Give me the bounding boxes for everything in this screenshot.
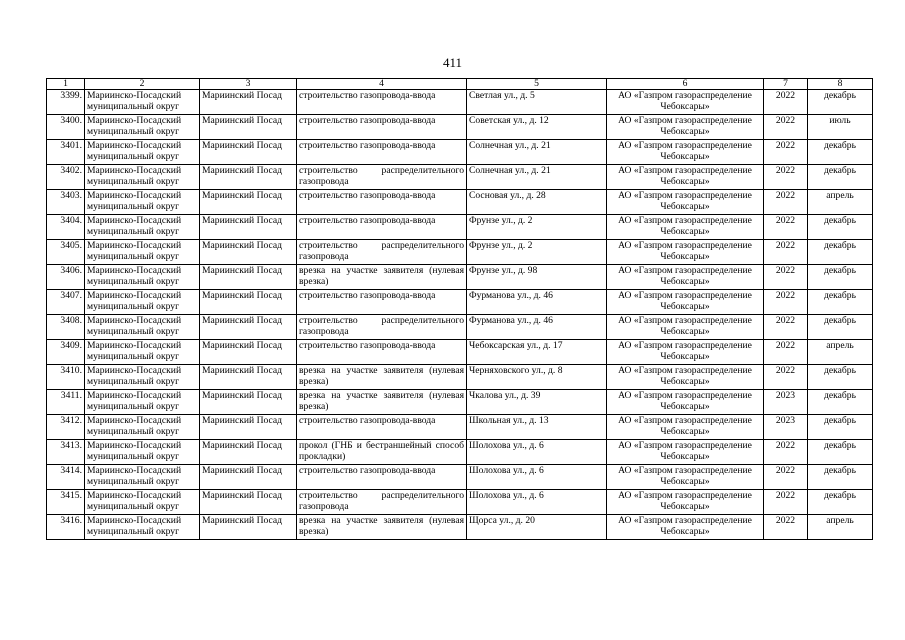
work-type-cell: врезка на участке заявителя (нулевая врезка) [297,265,467,290]
settlement-cell: Мариинский Посад [200,490,297,515]
settlement-cell: Мариинский Посад [200,415,297,440]
organization-cell: АО «Газпром газораспределение Чебоксары» [607,340,764,365]
table-row [47,165,873,190]
month-cell: апрель [808,515,873,540]
table-row [47,515,873,540]
month-cell: июль [808,115,873,140]
table-row [47,440,873,465]
month-cell: декабрь [808,390,873,415]
year-cell: 2023 [764,415,808,440]
row-number-cell: 3409. [47,340,85,365]
organization-cell: АО «Газпром газораспределение Чебоксары» [607,215,764,240]
month-cell: декабрь [808,165,873,190]
month-cell: декабрь [808,215,873,240]
year-cell: 2022 [764,340,808,365]
table-row [47,465,873,490]
table-row [47,140,873,165]
work-type-cell: строительство газопровода-ввода [297,215,467,240]
row-number-cell: 3410. [47,365,85,390]
month-cell: декабрь [808,415,873,440]
work-type-cell: строительство распределительного газопровода [297,240,467,265]
work-type-cell: строительство газопровода-ввода [297,290,467,315]
table-row [47,215,873,240]
year-cell: 2023 [764,390,808,415]
work-type-cell: строительство распределительного газопровода [297,315,467,340]
district-cell: Мариинско-Посадский муниципальный округ [85,440,200,465]
table-row [47,340,873,365]
column-header: 4 [297,79,467,90]
district-cell: Мариинско-Посадский муниципальный округ [85,190,200,215]
settlement-cell: Мариинский Посад [200,115,297,140]
row-number-cell: 3415. [47,490,85,515]
district-cell: Мариинско-Посадский муниципальный округ [85,365,200,390]
settlement-cell: Мариинский Посад [200,340,297,365]
settlement-cell: Мариинский Посад [200,165,297,190]
address-cell: Школьная ул., д. 13 [467,415,607,440]
settlement-cell: Мариинский Посад [200,290,297,315]
organization-cell: АО «Газпром газораспределение Чебоксары» [607,190,764,215]
organization-cell: АО «Газпром газораспределение Чебоксары» [607,440,764,465]
year-cell: 2022 [764,440,808,465]
column-header: 2 [85,79,200,90]
row-number-cell: 3412. [47,415,85,440]
work-type-cell: строительство газопровода-ввода [297,190,467,215]
month-cell: декабрь [808,315,873,340]
year-cell: 2022 [764,140,808,165]
column-header: 7 [764,79,808,90]
settlement-cell: Мариинский Посад [200,240,297,265]
row-number-cell: 3402. [47,165,85,190]
address-cell: Чебоксарская ул., д. 17 [467,340,607,365]
row-number-cell: 3405. [47,240,85,265]
year-cell: 2022 [764,215,808,240]
gasification-table [46,78,873,540]
table-row [47,265,873,290]
address-cell: Солнечная ул., д. 21 [467,165,607,190]
work-type-cell: врезка на участке заявителя (нулевая врезка) [297,515,467,540]
settlement-cell: Мариинский Посад [200,265,297,290]
column-header: 6 [607,79,764,90]
work-type-cell: строительство газопровода-ввода [297,140,467,165]
table-row [47,390,873,415]
address-cell: Фрунзе ул., д. 2 [467,215,607,240]
year-cell: 2022 [764,465,808,490]
work-type-cell: строительство газопровода-ввода [297,415,467,440]
table-row [47,190,873,215]
organization-cell: АО «Газпром газораспределение Чебоксары» [607,465,764,490]
month-cell: декабрь [808,90,873,115]
district-cell: Мариинско-Посадский муниципальный округ [85,415,200,440]
table-row [47,490,873,515]
column-number-row [47,79,873,90]
district-cell: Мариинско-Посадский муниципальный округ [85,240,200,265]
district-cell: Мариинско-Посадский муниципальный округ [85,315,200,340]
row-number-cell: 3406. [47,265,85,290]
month-cell: апрель [808,340,873,365]
organization-cell: АО «Газпром газораспределение Чебоксары» [607,515,764,540]
month-cell: апрель [808,190,873,215]
organization-cell: АО «Газпром газораспределение Чебоксары» [607,140,764,165]
month-cell: декабрь [808,365,873,390]
organization-cell: АО «Газпром газораспределение Чебоксары» [607,165,764,190]
organization-cell: АО «Газпром газораспределение Чебоксары» [607,115,764,140]
row-number-cell: 3411. [47,390,85,415]
year-cell: 2022 [764,365,808,390]
settlement-cell: Мариинский Посад [200,315,297,340]
row-number-cell: 3403. [47,190,85,215]
district-cell: Мариинско-Посадский муниципальный округ [85,390,200,415]
address-cell: Светлая ул., д. 5 [467,90,607,115]
address-cell: Черняховского ул., д. 8 [467,365,607,390]
organization-cell: АО «Газпром газораспределение Чебоксары» [607,265,764,290]
work-type-cell: строительство газопровода-ввода [297,115,467,140]
address-cell: Советская ул., д. 12 [467,115,607,140]
settlement-cell: Мариинский Посад [200,390,297,415]
district-cell: Мариинско-Посадский муниципальный округ [85,215,200,240]
address-cell: Солнечная ул., д. 21 [467,140,607,165]
address-cell: Шолохова ул., д. 6 [467,490,607,515]
settlement-cell: Мариинский Посад [200,440,297,465]
district-cell: Мариинско-Посадский муниципальный округ [85,265,200,290]
district-cell: Мариинско-Посадский муниципальный округ [85,90,200,115]
settlement-cell: Мариинский Посад [200,215,297,240]
row-number-cell: 3400. [47,115,85,140]
year-cell: 2022 [764,315,808,340]
year-cell: 2022 [764,115,808,140]
district-cell: Мариинско-Посадский муниципальный округ [85,490,200,515]
table-body [47,90,873,540]
table-row [47,365,873,390]
address-cell: Фурманова ул., д. 46 [467,290,607,315]
year-cell: 2022 [764,240,808,265]
table-row [47,90,873,115]
settlement-cell: Мариинский Посад [200,465,297,490]
month-cell: декабрь [808,440,873,465]
address-cell: Чкалова ул., д. 39 [467,390,607,415]
column-header: 1 [47,79,85,90]
settlement-cell: Мариинский Посад [200,365,297,390]
table-row [47,115,873,140]
address-cell: Фрунзе ул., д. 2 [467,240,607,265]
month-cell: декабрь [808,490,873,515]
work-type-cell: врезка на участке заявителя (нулевая врезка) [297,390,467,415]
work-type-cell: прокол (ГНБ и бестраншейный способ прокладки) [297,440,467,465]
month-cell: декабрь [808,290,873,315]
row-number-cell: 3416. [47,515,85,540]
district-cell: Мариинско-Посадский муниципальный округ [85,140,200,165]
row-number-cell: 3401. [47,140,85,165]
organization-cell: АО «Газпром газораспределение Чебоксары» [607,415,764,440]
address-cell: Фурманова ул., д. 46 [467,315,607,340]
table-row [47,240,873,265]
column-header: 3 [200,79,297,90]
work-type-cell: строительство газопровода-ввода [297,90,467,115]
organization-cell: АО «Газпром газораспределение Чебоксары» [607,390,764,415]
column-header: 5 [467,79,607,90]
settlement-cell: Мариинский Посад [200,140,297,165]
month-cell: декабрь [808,465,873,490]
address-cell: Шолохова ул., д. 6 [467,440,607,465]
organization-cell: АО «Газпром газораспределение Чебоксары» [607,315,764,340]
district-cell: Мариинско-Посадский муниципальный округ [85,465,200,490]
row-number-cell: 3399. [47,90,85,115]
row-number-cell: 3413. [47,440,85,465]
table-row [47,315,873,340]
row-number-cell: 3414. [47,465,85,490]
organization-cell: АО «Газпром газораспределение Чебоксары» [607,490,764,515]
organization-cell: АО «Газпром газораспределение Чебоксары» [607,365,764,390]
district-cell: Мариинско-Посадский муниципальный округ [85,515,200,540]
work-type-cell: врезка на участке заявителя (нулевая врезка) [297,365,467,390]
district-cell: Мариинско-Посадский муниципальный округ [85,165,200,190]
column-header: 8 [808,79,873,90]
work-type-cell: строительство распределительного газопровода [297,490,467,515]
district-cell: Мариинско-Посадский муниципальный округ [85,290,200,315]
year-cell: 2022 [764,265,808,290]
month-cell: декабрь [808,265,873,290]
row-number-cell: 3404. [47,215,85,240]
district-cell: Мариинско-Посадский муниципальный округ [85,115,200,140]
settlement-cell: Мариинский Посад [200,515,297,540]
address-cell: Щорса ул., д. 20 [467,515,607,540]
table-row [47,290,873,315]
work-type-cell: строительство газопровода-ввода [297,340,467,365]
year-cell: 2022 [764,165,808,190]
address-cell: Шолохова ул., д. 6 [467,465,607,490]
district-cell: Мариинско-Посадский муниципальный округ [85,340,200,365]
organization-cell: АО «Газпром газораспределение Чебоксары» [607,90,764,115]
year-cell: 2022 [764,90,808,115]
row-number-cell: 3407. [47,290,85,315]
page-number: 411 [442,55,463,70]
settlement-cell: Мариинский Посад [200,190,297,215]
year-cell: 2022 [764,190,808,215]
address-cell: Сосновая ул., д. 28 [467,190,607,215]
organization-cell: АО «Газпром газораспределение Чебоксары» [607,240,764,265]
address-cell: Фрунзе ул., д. 98 [467,265,607,290]
work-type-cell: строительство распределительного газопровода [297,165,467,190]
work-type-cell: строительство газопровода-ввода [297,465,467,490]
organization-cell: АО «Газпром газораспределение Чебоксары» [607,290,764,315]
table-row [47,415,873,440]
year-cell: 2022 [764,490,808,515]
row-number-cell: 3408. [47,315,85,340]
settlement-cell: Мариинский Посад [200,90,297,115]
year-cell: 2022 [764,290,808,315]
year-cell: 2022 [764,515,808,540]
month-cell: декабрь [808,140,873,165]
month-cell: декабрь [808,240,873,265]
